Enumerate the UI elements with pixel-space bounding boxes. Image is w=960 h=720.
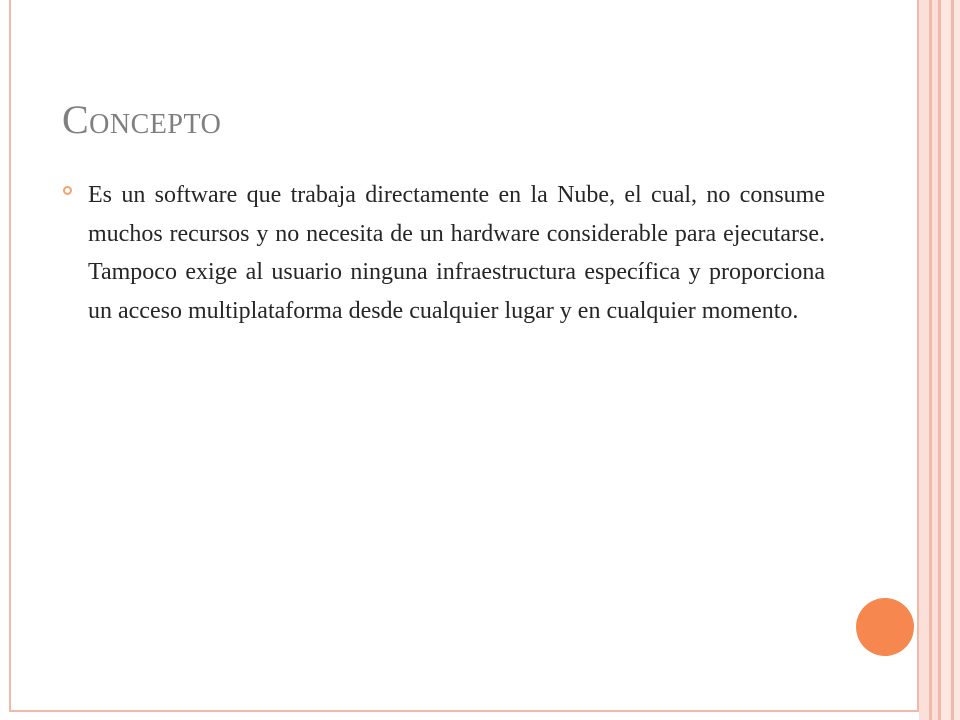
decorative-stripe — [941, 0, 951, 720]
slide-title: Concepto — [62, 97, 222, 142]
circle-bullet-icon — [63, 186, 72, 195]
decorative-stripe — [919, 0, 929, 720]
bullet-text: Es un software que trabaja directamente en la Nube, el cual, no consume muchos recursos y no necesita de un hardware considerable para ejecutarse. Tampoco exige al usuario ninguna infraestructura específica y proporciona un acceso multiplataforma desde cualquier lugar y en cualquier momento. — [88, 182, 825, 324]
decorative-stripe — [954, 0, 960, 720]
orange-circle-icon — [856, 598, 914, 656]
